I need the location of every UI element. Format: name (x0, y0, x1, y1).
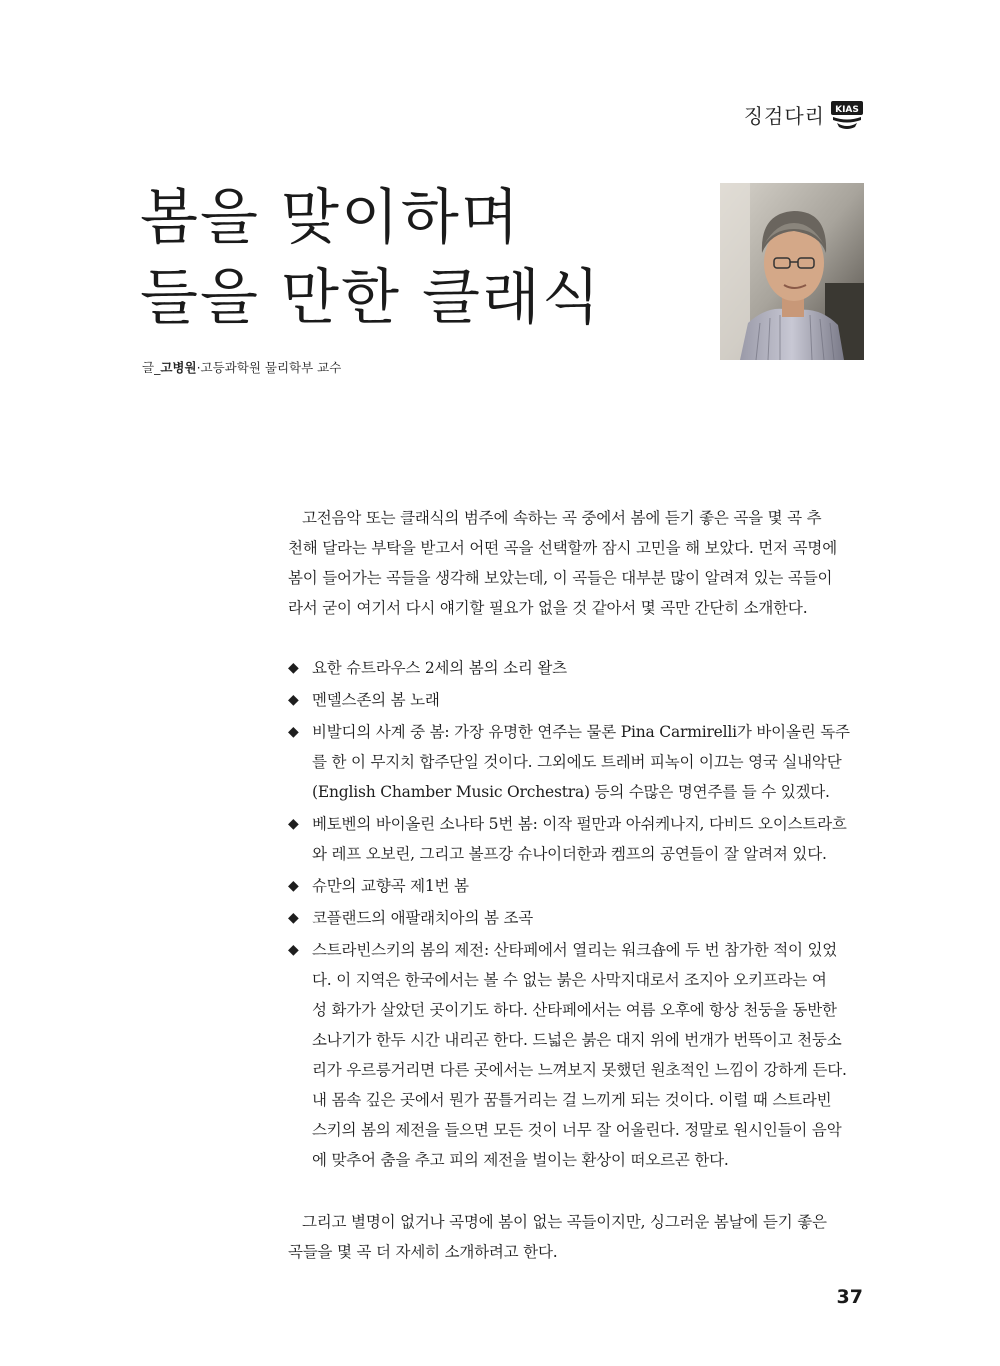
author-name: 고병원 (160, 360, 197, 375)
byline-prefix: 글_ (142, 360, 161, 375)
author-affiliation: ·고등과학원 물리학부 교수 (196, 360, 342, 375)
list-item (288, 685, 868, 715)
diamond-bullet-icon: ◆ (288, 660, 299, 676)
list-item-line: 소나기가 한두 시간 내리곤 한다. 드넓은 붉은 대지 위에 번개가 번뜩이고 천둥소 (312, 1031, 842, 1049)
title-line: 들을 만한 클래식 (140, 263, 602, 333)
diamond-bullet-icon: ◆ (288, 724, 299, 740)
article-body (288, 503, 868, 1267)
author-portrait-image (720, 183, 864, 360)
list-item-line: 요한 슈트라우스 2세의 봄의 소리 왈츠 (312, 659, 567, 677)
list-item (288, 871, 868, 901)
diamond-bullet-icon: ◆ (288, 910, 299, 926)
paragraph-line: 천해 달라는 부탁을 받고서 어떤 곡을 선택할까 잠시 고민을 해 보았다. 먼저 곡명에 (288, 539, 837, 557)
byline (142, 358, 341, 376)
diamond-bullet-icon: ◆ (288, 942, 299, 958)
paragraph-line: 그리고 별명이 없거나 곡명에 봄이 없는 곡들이지만, 싱그러운 봄날에 듣기 좋은 (302, 1213, 827, 1231)
list-item-line: 멘델스존의 봄 노래 (312, 691, 440, 709)
list-item-line: 슈만의 교향곡 제1번 봄 (312, 877, 469, 895)
recommendation-list (288, 653, 868, 1175)
list-item-line: 리가 우르릉거리면 다른 곳에서는 느껴보지 못했던 원초적인 느낌이 강하게 든다. (312, 1061, 847, 1079)
paragraph-line: 곡들을 몇 곡 더 자세히 소개하려고 한다. (288, 1243, 558, 1261)
list-item-line: 다. 이 지역은 한국에서는 볼 수 없는 붉은 사막지대로서 조지아 오키프라는 여 (312, 971, 827, 989)
paragraph-line: 고전음악 또는 클래식의 범주에 속하는 곡 중에서 봄에 듣기 좋은 곡을 몇 곡 추 (302, 509, 822, 527)
list-item-line: 코플랜드의 애팔래치아의 봄 조곡 (312, 909, 534, 927)
closing-paragraph (288, 1207, 868, 1267)
list-item (288, 903, 868, 933)
list-item (288, 717, 868, 807)
article-title (140, 178, 602, 338)
list-item-line: 베토벤의 바이올린 소나타 5번 봄: 이작 펄만과 아쉬케나지, 다비드 오이스트라흐 (312, 815, 847, 833)
list-item-line: 와 레프 오보린, 그리고 볼프강 슈나이더한과 켐프의 공연들이 잘 알려져 있다. (312, 845, 827, 863)
page-number: 37 (836, 1286, 863, 1308)
paragraph-line: 봄이 들어가는 곡들을 생각해 보았는데, 이 곡들은 대부분 많이 알려져 있는 곡들이 (288, 569, 833, 587)
list-item-line: 를 한 이 무지치 합주단일 것이다. 그외에도 트레버 피녹이 이끄는 영국 실내악단 (312, 753, 842, 771)
list-item-line: (English Chamber Music Orchestra) 등의 수많은 명연주를 들 수 있겠다. (312, 783, 830, 801)
diamond-bullet-icon: ◆ (288, 878, 299, 894)
list-item-line: 성 화가가 살았던 곳이기도 하다. 산타페에서는 여름 오후에 항상 천둥을 동반한 (312, 1001, 837, 1019)
list-item-line: 스트라빈스키의 봄의 제전: 산타페에서 열리는 워크숍에 두 번 참가한 적이 있었 (312, 941, 838, 959)
intro-paragraph (288, 503, 868, 623)
diamond-bullet-icon: ◆ (288, 692, 299, 708)
svg-text:KIAS: KIAS (835, 105, 859, 115)
list-item-line: 에 맞추어 춤을 추고 피의 제전을 벌이는 환상이 떠오르곤 한다. (312, 1151, 729, 1169)
section-label: 징검다리 (743, 104, 825, 128)
list-item-line: 내 몸속 깊은 곳에서 뭔가 꿈틀거리는 걸 느끼게 되는 것이다. 이럴 때 스트라빈 (312, 1091, 832, 1109)
list-item (288, 809, 868, 869)
list-item (288, 935, 868, 1175)
list-item-line: 비발디의 사계 중 봄: 가장 유명한 연주는 물론 Pina Carmirelli가 바이올린 독주 (312, 723, 850, 741)
title-line: 봄을 맞이하며 (140, 183, 521, 253)
kias-logo-icon (830, 98, 864, 132)
diamond-bullet-icon: ◆ (288, 816, 299, 832)
list-item-line: 스키의 봄의 제전을 들으면 모든 것이 너무 잘 어울린다. 정말로 원시인들이 음악 (312, 1121, 842, 1139)
paragraph-line: 라서 굳이 여기서 다시 얘기할 필요가 없을 것 같아서 몇 곡만 간단히 소개한다. (288, 599, 808, 617)
author-photo (720, 183, 864, 360)
list-item (288, 653, 868, 683)
